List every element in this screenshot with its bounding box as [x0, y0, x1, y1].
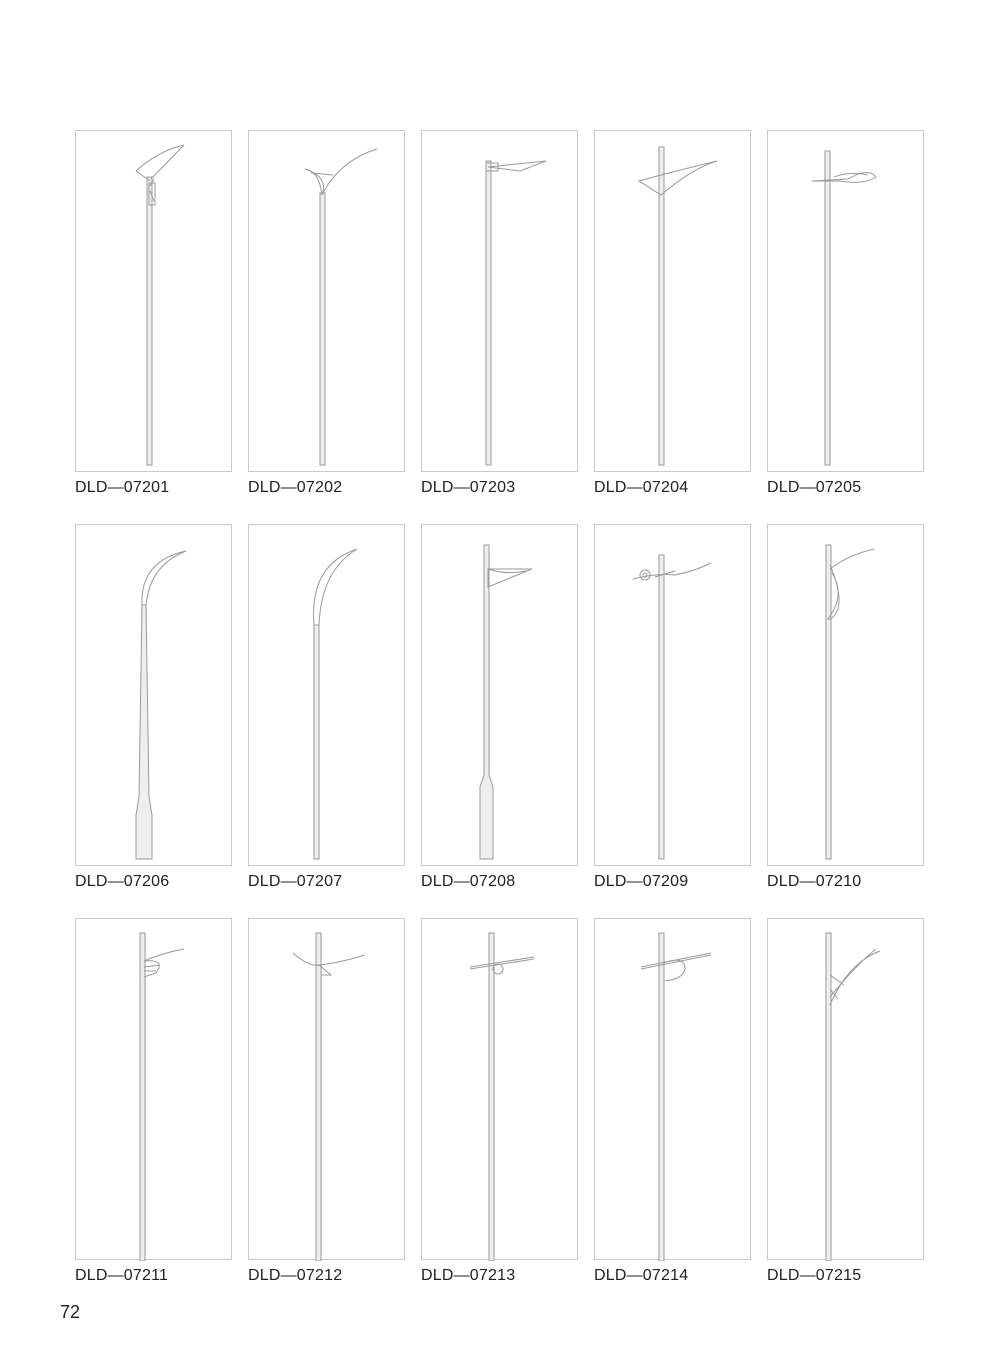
product-code: DLD—07202: [248, 479, 343, 496]
product-code: DLD—07208: [421, 873, 516, 890]
product-card: [75, 918, 232, 1260]
street-lamp-illustration: [595, 919, 752, 1261]
product-card: [767, 524, 924, 866]
page-number: 72: [60, 1302, 81, 1322]
street-lamp-illustration: [422, 525, 579, 867]
product-card: [248, 524, 405, 866]
product-code: DLD—07205: [767, 479, 862, 496]
product-card: [594, 130, 751, 472]
street-lamp-illustration: [595, 525, 752, 867]
product-card: [767, 130, 924, 472]
product-card: [248, 918, 405, 1260]
product-card: [421, 130, 578, 472]
product-card: [421, 524, 578, 866]
product-code: DLD—07212: [248, 1267, 343, 1284]
street-lamp-illustration: [768, 131, 925, 473]
street-lamp-illustration: [768, 525, 925, 867]
product-code: DLD—07214: [594, 1267, 689, 1284]
product-code: DLD—07211: [75, 1267, 169, 1284]
product-code: DLD—07206: [75, 873, 170, 890]
street-lamp-illustration: [768, 919, 925, 1261]
street-lamp-illustration: [422, 919, 579, 1261]
street-lamp-illustration: [76, 525, 233, 867]
product-code: DLD—07213: [421, 1267, 516, 1284]
product-code: DLD—07215: [767, 1267, 862, 1284]
product-card: [421, 918, 578, 1260]
product-code: DLD—07209: [594, 873, 689, 890]
street-lamp-illustration: [249, 525, 406, 867]
product-code: DLD—07204: [594, 479, 689, 496]
product-card: [75, 524, 232, 866]
product-card: [75, 130, 232, 472]
product-card: [594, 524, 751, 866]
product-card: [248, 130, 405, 472]
product-card: [767, 918, 924, 1260]
street-lamp-illustration: [76, 919, 233, 1261]
street-lamp-illustration: [249, 131, 406, 473]
product-code: DLD—07201: [75, 479, 170, 496]
street-lamp-illustration: [249, 919, 406, 1261]
street-lamp-illustration: [422, 131, 579, 473]
product-card: [594, 918, 751, 1260]
street-lamp-illustration: [76, 131, 233, 473]
product-code: DLD—07207: [248, 873, 343, 890]
product-code: DLD—07210: [767, 873, 862, 890]
street-lamp-illustration: [595, 131, 752, 473]
product-code: DLD—07203: [421, 479, 516, 496]
